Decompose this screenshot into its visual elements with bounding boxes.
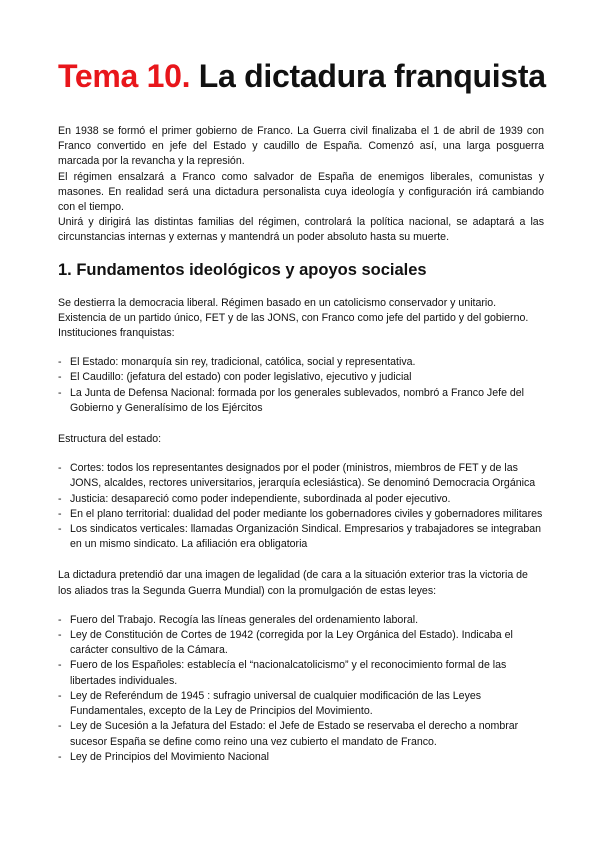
list-item: - En el plano territorial: dualidad del poder mediante los gobernadores civiles y gobernadores militares [58, 507, 544, 522]
list-item: - Fuero del Trabajo. Recogía las líneas generales del ordenamiento laboral. [58, 613, 544, 628]
structure-label: Estructura del estado: [58, 433, 162, 446]
list-item: - Ley de Referéndum de 1945 : sufragio universal de cualquier modificación de las Leyes Fundamentales, excepto de la Ley de Principios del Movimiento. [58, 689, 544, 719]
list-item: - Ley de Constitución de Cortes de 1942 (corregida por la Ley Orgánica del Estado). Indicaba el carácter consultivo de la Cámara. [58, 628, 544, 658]
spacer [58, 552, 544, 568]
list-item: - Los sindicatos verticales: llamadas Organización Sindical. Empresarios y trabajadores se integraban en un mismo sindicato. La afiliación era obligatoria [58, 522, 544, 552]
section-heading: 1. Fundamentos ideológicos y apoyos sociales [58, 260, 427, 279]
structure-list [58, 461, 544, 552]
section-paragraph: Instituciones franquistas: [58, 327, 175, 340]
list-item: - La Junta de Defensa Nacional: formada por los generales sublevados, nombró a Franco Jefe del Gobierno y Generalísimo de los Ejércitos [58, 386, 544, 416]
institutions-list [58, 355, 544, 416]
list-item: - Ley de Sucesión a la Jefatura del Estado: el Jefe de Estado se reservaba el derecho a nombrar sucesor España se define como reino una vez cubierto el mandato de Franco. [58, 719, 544, 749]
list-item: - El Estado: monarquía sin rey, tradicional, católica, social y representativa. [58, 355, 544, 370]
list-item: - Cortes: todos los representantes designados por el poder (ministros, miembros de FET y de las JONS, alcaldes, rectores universitarios, jerarquía eclesiástica). Se denominó Democracia Orgánica [58, 461, 544, 491]
laws-intro: La dictadura pretendió dar una imagen de legalidad (de cara a la situación exterior tras la victoria de los aliados tras la Segunda Guerra Mundial) con la promulgación de estas leyes: [58, 569, 528, 597]
intro-paragraph: Unirá y dirigirá las distintas familias del régimen, controlará la política nacional, se adaptará a las circunstancias internas y externas y mantendrá un poder absoluto hasta su muerte. [58, 216, 544, 244]
spacer [58, 416, 544, 432]
list-item: - Fuero de los Españoles: establecía el “nacionalcatolicismo” y el reconocimiento formal de las libertades individuales. [58, 658, 544, 688]
document-body [58, 124, 544, 765]
section-paragraph: Existencia de un partido único, FET y de las JONS, con Franco como jefe del partido y del gobierno. [58, 311, 529, 324]
spacer [58, 447, 544, 461]
intro-paragraph: En 1938 se formó el primer gobierno de Franco. La Guerra civil finalizaba el 1 de abril de 1939 con Franco convertido en jefe del Estado y caudillo de España. Comenzó así, una larga posguerra marcada por la revancha y la represión. [58, 125, 544, 168]
laws-list [58, 613, 544, 765]
section-paragraph: Se destierra la democracia liberal. Régimen basado en un catolicismo conservador y unitario. [58, 296, 497, 309]
list-item: - Ley de Principios del Movimiento Nacional [58, 750, 544, 765]
spacer [58, 341, 544, 355]
title-text: La dictadura franquista [198, 58, 546, 94]
intro-block [58, 124, 544, 246]
page-title [58, 58, 546, 95]
list-item: - El Caudillo: (jefatura del estado) con poder legislativo, ejecutivo y judicial [58, 370, 544, 385]
title-number: Tema 10. [58, 58, 191, 94]
list-item: - Justicia: desapareció como poder independiente, subordinada al poder ejecutivo. [58, 492, 544, 507]
intro-paragraph: El régimen ensalzará a Franco como salvador de España de enemigos liberales, comunistas y masones. En realidad será una dictadura personalista cuya ideología y configuración irá cambiando con el tiempo. [58, 170, 544, 214]
spacer [58, 599, 544, 613]
